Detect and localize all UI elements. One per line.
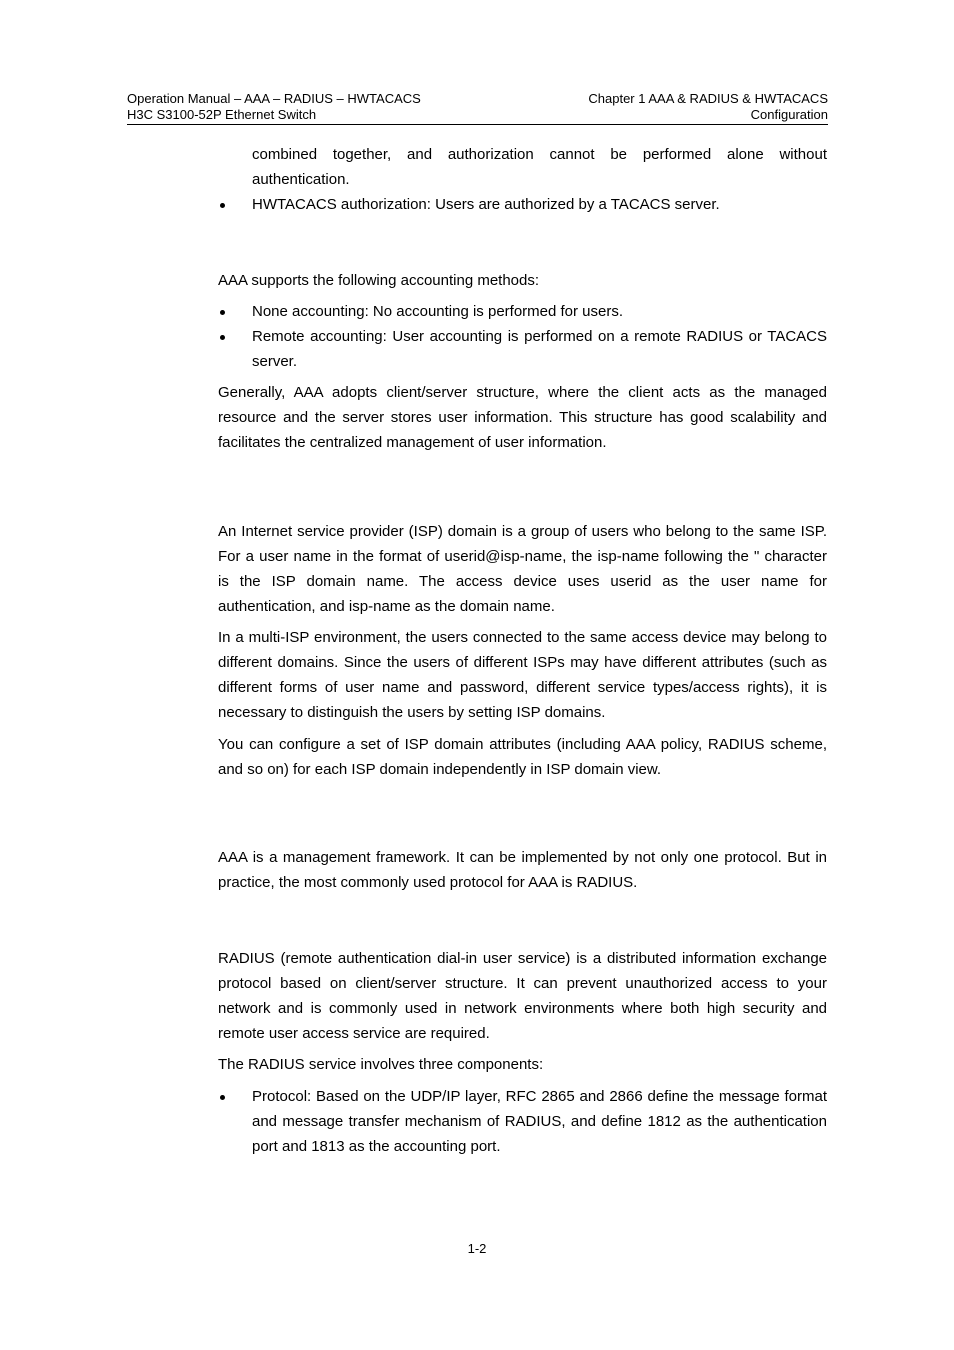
bullet-dot-icon xyxy=(220,1095,225,1100)
accounting-intro: AAA supports the following accounting methods: xyxy=(218,272,540,289)
bullet-text: Protocol: Based on the UDP/IP layer, RFC 2865 and 2866 define the message format and message transfer mechanism of RADIUS, and define 1812 as the authentication port and 1813 as the accounting port. xyxy=(252,1088,827,1155)
paragraph-client-server: Generally, AAA adopts client/server structure, where the client acts as the managed resource and the server stores user information. This structure has good scalability and facilitates the centralized management of user information. xyxy=(218,384,827,451)
section-name: Configuration xyxy=(750,107,828,122)
manual-title: Operation Manual – AAA – RADIUS – HWTACACS xyxy=(127,91,421,106)
product-name: H3C S3100-52P Ethernet Switch xyxy=(127,107,317,122)
paragraph-isp-attributes: You can configure a set of ISP domain attributes (including AAA policy, RADIUS scheme, and so on) for each ISP domain independently in ISP domain view. xyxy=(218,736,827,778)
bullet-text: HWTACACS authorization: Users are authorized by a TACACS server. xyxy=(252,196,720,213)
continuation-line-2: authentication. xyxy=(252,171,350,188)
paragraph-isp-domain: An Internet service provider (ISP) domain is a group of users who belong to the same ISP. For a user name in the format of userid@isp-name, the isp-name following the " character is the ISP domain name. The access device uses userid as the user name for authentication, and isp-name as the domain name. xyxy=(218,523,827,615)
bullet-dot-icon xyxy=(220,310,225,315)
bullet-dot-icon xyxy=(220,203,225,208)
chapter-title: Chapter 1 AAA & RADIUS & HWTACACS xyxy=(588,91,828,106)
header-divider xyxy=(127,124,828,125)
header-left xyxy=(127,91,421,123)
paragraph-radius-intro: RADIUS (remote authentication dial-in user service) is a distributed information exchange protocol based on client/server structure. It can prevent unauthorized access to your network and is commonly used in network environments where both high security and remote user access service are required. xyxy=(218,950,827,1042)
bullet-text: None accounting: No accounting is performed for users. xyxy=(252,303,624,320)
continuation-line-1: combined together, and authorization cannot be performed alone without xyxy=(252,146,827,163)
page-number: 1-2 xyxy=(467,1241,487,1256)
header-right xyxy=(588,91,828,123)
bullet-text: Remote accounting: User accounting is performed on a remote RADIUS or TACACS server. xyxy=(252,328,827,370)
paragraph-multi-isp: In a multi-ISP environment, the users connected to the same access device may belong to different domains. Since the users of different ISPs may have different attributes (such as different forms of user name and password, different service types/access rights), it is necessary to distinguish the users by setting ISP domains. xyxy=(218,629,827,721)
bullet-dot-icon xyxy=(220,335,225,340)
paragraph-aaa-framework: AAA is a management framework. It can be implemented by not only one protocol. But in practice, the most commonly used protocol for AAA is RADIUS. xyxy=(218,849,827,891)
paragraph-radius-components: The RADIUS service involves three components: xyxy=(218,1056,544,1073)
